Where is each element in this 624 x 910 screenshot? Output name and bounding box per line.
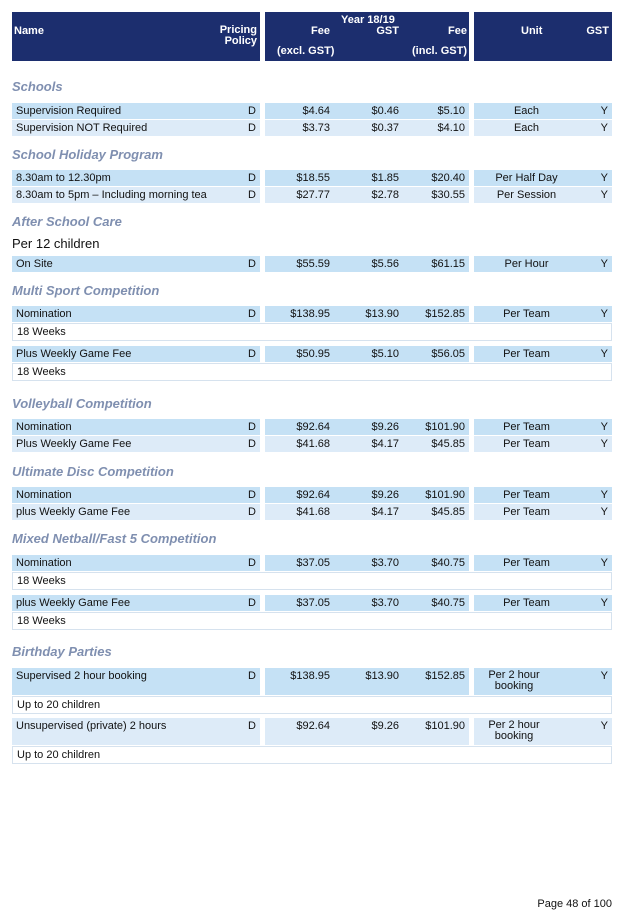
row-note	[12, 612, 612, 630]
row-name: Plus Weekly Game Fee	[16, 348, 132, 360]
header-fee-cell	[265, 12, 469, 61]
header-name: Name	[14, 25, 44, 37]
row-gst-flag: Y	[600, 506, 608, 518]
row-fee-excl: $92.64	[296, 720, 330, 732]
row-fee-excl: $4.64	[302, 105, 330, 117]
row-gst: $5.10	[371, 348, 399, 360]
table-row	[12, 436, 612, 452]
section-title-birthday: Birthday Parties	[12, 644, 112, 659]
row-fee-incl: $20.40	[431, 172, 465, 184]
row-unit: Per Team	[503, 597, 550, 609]
table-row	[12, 170, 612, 186]
row-name: Nomination	[16, 557, 72, 569]
header-name-cell	[12, 12, 260, 61]
table-row	[12, 718, 612, 745]
row-fee-incl: $152.85	[425, 308, 465, 320]
row-unit: Per Team	[503, 438, 550, 450]
row-policy: D	[248, 489, 256, 501]
row-gst: $5.56	[371, 258, 399, 270]
row-fee-excl: $50.95	[296, 348, 330, 360]
header-unit: Unit	[521, 25, 543, 37]
row-gst-flag: Y	[600, 308, 608, 320]
row-gst: $3.70	[371, 597, 399, 609]
row-name: On Site	[16, 258, 53, 270]
row-policy: D	[248, 506, 256, 518]
table-row	[12, 306, 612, 322]
row-gst-flag: Y	[600, 189, 608, 201]
row-fee-incl: $101.90	[425, 489, 465, 501]
row-gst: $3.70	[371, 557, 399, 569]
row-gst: $2.78	[371, 189, 399, 201]
section-title-after-school: After School Care	[12, 214, 122, 229]
row-fee-incl: $61.15	[431, 258, 465, 270]
table-row	[12, 346, 612, 362]
row-unit: Per Team	[503, 421, 550, 433]
row-fee-excl: $37.05	[296, 557, 330, 569]
row-name: Nomination	[16, 421, 72, 433]
row-fee-incl: $101.90	[425, 720, 465, 732]
row-fee-incl: $152.85	[425, 670, 465, 682]
header-pricing-policy: Pricing Policy	[219, 24, 257, 47]
row-gst-flag: Y	[600, 489, 608, 501]
row-note-text: 18 Weeks	[17, 366, 66, 378]
row-policy: D	[248, 438, 256, 450]
row-policy: D	[248, 308, 256, 320]
row-gst: $9.26	[371, 421, 399, 433]
row-note-text: Up to 20 children	[17, 699, 101, 711]
row-gst-flag: Y	[600, 172, 608, 184]
row-unit: Per Team	[503, 506, 550, 518]
row-fee-excl: $138.95	[290, 670, 330, 682]
row-note-text: Up to 20 children	[17, 749, 101, 761]
row-gst: $4.17	[371, 438, 399, 450]
row-name: Supervision NOT Required	[16, 122, 148, 134]
row-policy: D	[248, 172, 256, 184]
row-unit: Per Hour	[504, 258, 549, 270]
row-fee-excl: $41.68	[296, 506, 330, 518]
table-row	[12, 555, 612, 571]
row-name: 8.30am to 12.30pm	[16, 172, 111, 184]
header-year: Year 18/19	[341, 14, 395, 26]
table-row	[12, 504, 612, 520]
row-unit	[474, 670, 554, 692]
row-note	[12, 363, 612, 381]
section-title-multi-sport: Multi Sport Competition	[12, 283, 160, 298]
row-fee-excl: $92.64	[296, 421, 330, 433]
row-unit	[474, 720, 554, 742]
row-gst-flag: Y	[600, 421, 608, 433]
row-name: 8.30am to 5pm – Including morning tea	[16, 189, 207, 201]
section-title-ultimate: Ultimate Disc Competition	[12, 464, 174, 479]
row-policy: D	[248, 105, 256, 117]
table-row	[12, 187, 612, 203]
row-policy: D	[248, 720, 256, 732]
row-name: Unsupervised (private) 2 hours	[16, 720, 167, 732]
row-policy: D	[248, 421, 256, 433]
row-name: Plus Weekly Game Fee	[16, 438, 132, 450]
row-gst: $4.17	[371, 506, 399, 518]
row-name: Supervised 2 hour booking	[16, 670, 147, 682]
row-gst-flag: Y	[600, 105, 608, 117]
section-title-netball: Mixed Netball/Fast 5 Competition	[12, 531, 217, 546]
table-row	[12, 103, 612, 119]
header-fee-incl-sub: (incl. GST)	[412, 45, 467, 57]
row-gst-flag: Y	[600, 438, 608, 450]
row-unit: Per Team	[503, 308, 550, 320]
row-policy: D	[248, 122, 256, 134]
row-gst-flag: Y	[600, 557, 608, 569]
row-name: Nomination	[16, 489, 72, 501]
row-fee-incl: $40.75	[431, 597, 465, 609]
row-gst: $13.90	[365, 308, 399, 320]
row-unit: Per Team	[503, 348, 550, 360]
row-note	[12, 696, 612, 714]
row-note-text: 18 Weeks	[17, 326, 66, 338]
header-fee-incl: Fee	[448, 25, 467, 37]
row-unit: Each	[513, 122, 540, 134]
row-fee-excl: $18.55	[296, 172, 330, 184]
row-unit: Per Team	[503, 489, 550, 501]
row-name: plus Weekly Game Fee	[16, 597, 131, 609]
row-gst-flag: Y	[600, 597, 608, 609]
row-fee-excl: $92.64	[296, 489, 330, 501]
header-gst-flag: GST	[586, 25, 609, 37]
row-gst: $1.85	[371, 172, 399, 184]
row-gst: $0.46	[371, 105, 399, 117]
section-title-holiday: School Holiday Program	[12, 147, 163, 162]
row-policy: D	[248, 189, 256, 201]
row-note	[12, 572, 612, 590]
row-gst-flag: Y	[600, 670, 608, 682]
row-fee-incl: $45.85	[431, 506, 465, 518]
row-name: Supervision Required	[16, 105, 122, 117]
table-row	[12, 419, 612, 435]
row-gst-flag: Y	[600, 258, 608, 270]
row-gst: $0.37	[371, 122, 399, 134]
table-row	[12, 595, 612, 611]
header-fee-excl: Fee	[311, 25, 330, 37]
header-fee-excl-sub: (excl. GST)	[277, 45, 335, 57]
row-note-text: 18 Weeks	[17, 575, 66, 587]
row-gst: $9.26	[371, 720, 399, 732]
row-unit-line2: booking	[494, 730, 534, 742]
row-fee-excl: $55.59	[296, 258, 330, 270]
row-unit-line2: booking	[494, 680, 534, 692]
row-policy: D	[248, 557, 256, 569]
row-policy: D	[248, 258, 256, 270]
row-fee-incl: $101.90	[425, 421, 465, 433]
row-unit: Each	[513, 105, 540, 117]
row-unit: Per Half Day	[495, 172, 558, 184]
table-row	[12, 487, 612, 503]
row-fee-incl: $45.85	[431, 438, 465, 450]
row-policy: D	[248, 597, 256, 609]
row-note	[12, 746, 612, 764]
section-subtitle: Per 12 children	[12, 236, 100, 251]
page-number: Page 48 of 100	[537, 898, 612, 910]
row-fee-incl: $4.10	[437, 122, 465, 134]
row-fee-excl: $3.73	[302, 122, 330, 134]
section-title-volleyball: Volleyball Competition	[12, 396, 152, 411]
header-unit-cell	[474, 12, 612, 61]
row-fee-excl: $37.05	[296, 597, 330, 609]
row-fee-incl: $5.10	[437, 105, 465, 117]
row-unit: Per Team	[503, 557, 550, 569]
row-gst-flag: Y	[600, 122, 608, 134]
row-gst-flag: Y	[600, 348, 608, 360]
row-fee-incl: $56.05	[431, 348, 465, 360]
row-fee-incl: $40.75	[431, 557, 465, 569]
row-unit-line1: Per 2 hour	[488, 669, 540, 681]
row-fee-incl: $30.55	[431, 189, 465, 201]
row-fee-excl: $27.77	[296, 189, 330, 201]
row-fee-excl: $138.95	[290, 308, 330, 320]
row-unit-line1: Per 2 hour	[488, 719, 540, 731]
table-row	[12, 256, 612, 272]
row-gst: $13.90	[365, 670, 399, 682]
row-fee-excl: $41.68	[296, 438, 330, 450]
table-row	[12, 120, 612, 136]
row-gst-flag: Y	[600, 720, 608, 732]
section-title-schools: Schools	[12, 79, 63, 94]
table-row	[12, 668, 612, 695]
row-name: plus Weekly Game Fee	[16, 506, 131, 518]
row-policy: D	[248, 670, 256, 682]
row-policy: D	[248, 348, 256, 360]
row-name: Nomination	[16, 308, 72, 320]
header-gst: GST	[376, 25, 399, 37]
row-note-text: 18 Weeks	[17, 615, 66, 627]
row-note	[12, 323, 612, 341]
row-gst: $9.26	[371, 489, 399, 501]
row-unit: Per Session	[496, 189, 557, 201]
